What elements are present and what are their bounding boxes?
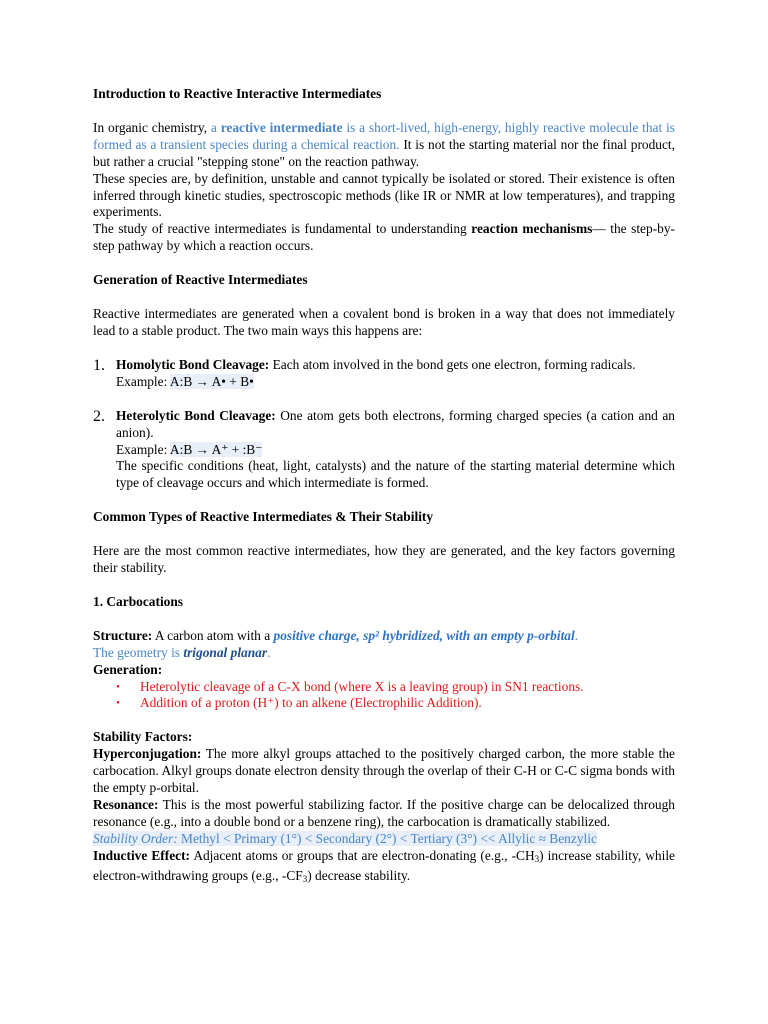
- resonance-label: Resonance:: [93, 797, 159, 812]
- hyperconjugation-label: Hyperconjugation:: [93, 746, 202, 762]
- homolytic-example: [116, 374, 675, 391]
- types-paragraph: Here are the most common reactive intermediates, how they are generated, and the key factors governing their stability.: [93, 543, 675, 576]
- inductive-label: Inductive Effect:: [93, 847, 191, 863]
- subscript: 3: [534, 853, 540, 864]
- geometry-text: The geometry is: [93, 644, 184, 660]
- heterolytic-text: [116, 408, 675, 442]
- inductive-text: Adjacent atoms or groups that are electron-donating (e.g., -CH: [190, 847, 535, 863]
- intro-paragraph-3: [93, 221, 675, 255]
- example-label: Example:: [116, 441, 170, 457]
- bullet-text: Heterolytic cleavage of a C-X bond (where X is a leaving group) in SN1 reactions.: [140, 678, 584, 694]
- structure-emphasis: positive charge, sp² hybridized, with an empty p-orbital: [273, 627, 575, 643]
- intro-blue-text: a: [210, 119, 221, 135]
- stability-order-text: Methyl < Primary (1°) < Secondary (2°) < Tertiary (3°) << Allylic ≈ Benzylic: [177, 830, 597, 846]
- list-number: 1.: [93, 356, 105, 374]
- hyperconjugation-text: The more alkyl groups attached to the positively charged carbon, the more stable the carbocation. Alkyl groups donate electron density through the overlap of their C-H or C-C sigma bonds with the empty p-orbital.: [93, 746, 675, 796]
- reactive-intermediate-term: reactive intermediate: [220, 119, 343, 135]
- generation-label: Generation:: [93, 661, 163, 677]
- types-heading: Common Types of Reactive Intermediates & Their Stability: [93, 509, 434, 525]
- homolytic-text: [116, 357, 675, 374]
- list-item: [116, 678, 675, 696]
- document-title: Introduction to Reactive Interactive Intermediates: [93, 86, 382, 101]
- subscript: 3: [302, 873, 308, 884]
- geometry-emphasis: trigonal planar: [183, 644, 268, 660]
- inductive-paragraph: [93, 848, 675, 888]
- intro-paragraph-2: These species are, by definition, unstable and cannot typically be isolated or stored. Their existence is often inferred through kinetic studies, spectroscopic methods (like IR or NMR at low temperatures), and trapping experiments.: [93, 170, 675, 220]
- inductive-text: ) increase stability, while electron-withdrawing groups (e.g., -CF: [93, 847, 675, 883]
- carbocations-heading: 1. Carbocations: [93, 593, 184, 609]
- heterolytic-label: Heterolytic Bond Cleavage:: [116, 407, 276, 423]
- geometry-end: .: [267, 644, 271, 660]
- heterolytic-description: One atom gets both electrons, forming charged species (a cation and an anion).: [116, 407, 675, 440]
- resonance-text: This is the most powerful stabilizing factor. If the positive charge can be delocalized through resonance (e.g., into a double bond or a benzene ring), the carbocation is dramatically stabilized.: [93, 797, 675, 829]
- list-number: 2.: [93, 407, 105, 425]
- generation-heading: Generation of Reactive Intermediates: [93, 272, 308, 288]
- bullet-icon: •: [116, 697, 120, 710]
- intro-text-end: It is not the starting material nor the final product, but rather a crucial "stepping stone" on the reaction pathway.: [93, 136, 675, 169]
- structure-text: A carbon atom with a: [152, 627, 274, 643]
- homolytic-equation: A:B → A• + B•: [169, 373, 254, 389]
- heterolytic-example: [116, 442, 675, 459]
- intro-p3-text: The study of reactive intermediates is fundamental to understanding: [93, 221, 472, 237]
- homolytic-label: Homolytic Bond Cleavage:: [116, 356, 270, 372]
- list-item-homolytic: [93, 357, 675, 391]
- generation-paragraph: Reactive intermediates are generated when a covalent bond is broken in a way that does not immediately lead to a stable product. The two main ways this happens are:: [93, 306, 675, 338]
- example-label: Example:: [116, 373, 170, 389]
- intro-paragraph: [93, 120, 675, 171]
- structure-label: Structure:: [93, 627, 153, 643]
- stability-order-paragraph: [93, 831, 675, 848]
- cleavage-note: The specific conditions (heat, light, catalysts) and the nature of the starting material determine which type of cleavage occurs and which intermediate is formed.: [116, 458, 675, 491]
- bullet-icon: •: [116, 680, 120, 693]
- generation-bullet-list: [93, 679, 675, 713]
- structure-line: [93, 628, 675, 645]
- stability-label: Stability Factors:: [93, 729, 193, 745]
- resonance-paragraph: [93, 797, 675, 831]
- list-item-heterolytic: [93, 408, 675, 493]
- heterolytic-equation: A:B → A⁺ + :B⁻: [169, 441, 263, 457]
- structure-end: .: [574, 627, 579, 643]
- bullet-text: Addition of a proton (H⁺) to an alkene (Electrophilic Addition).: [140, 695, 482, 711]
- intro-definition: is a short-lived, high-energy, highly reactive molecule that is formed as a transient species during a chemical reaction.: [93, 119, 675, 152]
- list-item: [116, 695, 675, 712]
- hyperconjugation-paragraph: [93, 746, 675, 797]
- homolytic-description: Each atom involved in the bond gets one electron, forming radicals.: [269, 356, 636, 372]
- stability-order-label: Stability Order:: [93, 830, 178, 846]
- inductive-text: ) decrease stability.: [307, 867, 411, 883]
- intro-text: In organic chemistry,: [93, 119, 211, 135]
- reaction-mechanisms-term: reaction mechanisms: [471, 221, 593, 237]
- intro-p3-end: — the step-by-step pathway by which a reaction occurs.: [93, 221, 676, 254]
- geometry-line: [93, 645, 675, 662]
